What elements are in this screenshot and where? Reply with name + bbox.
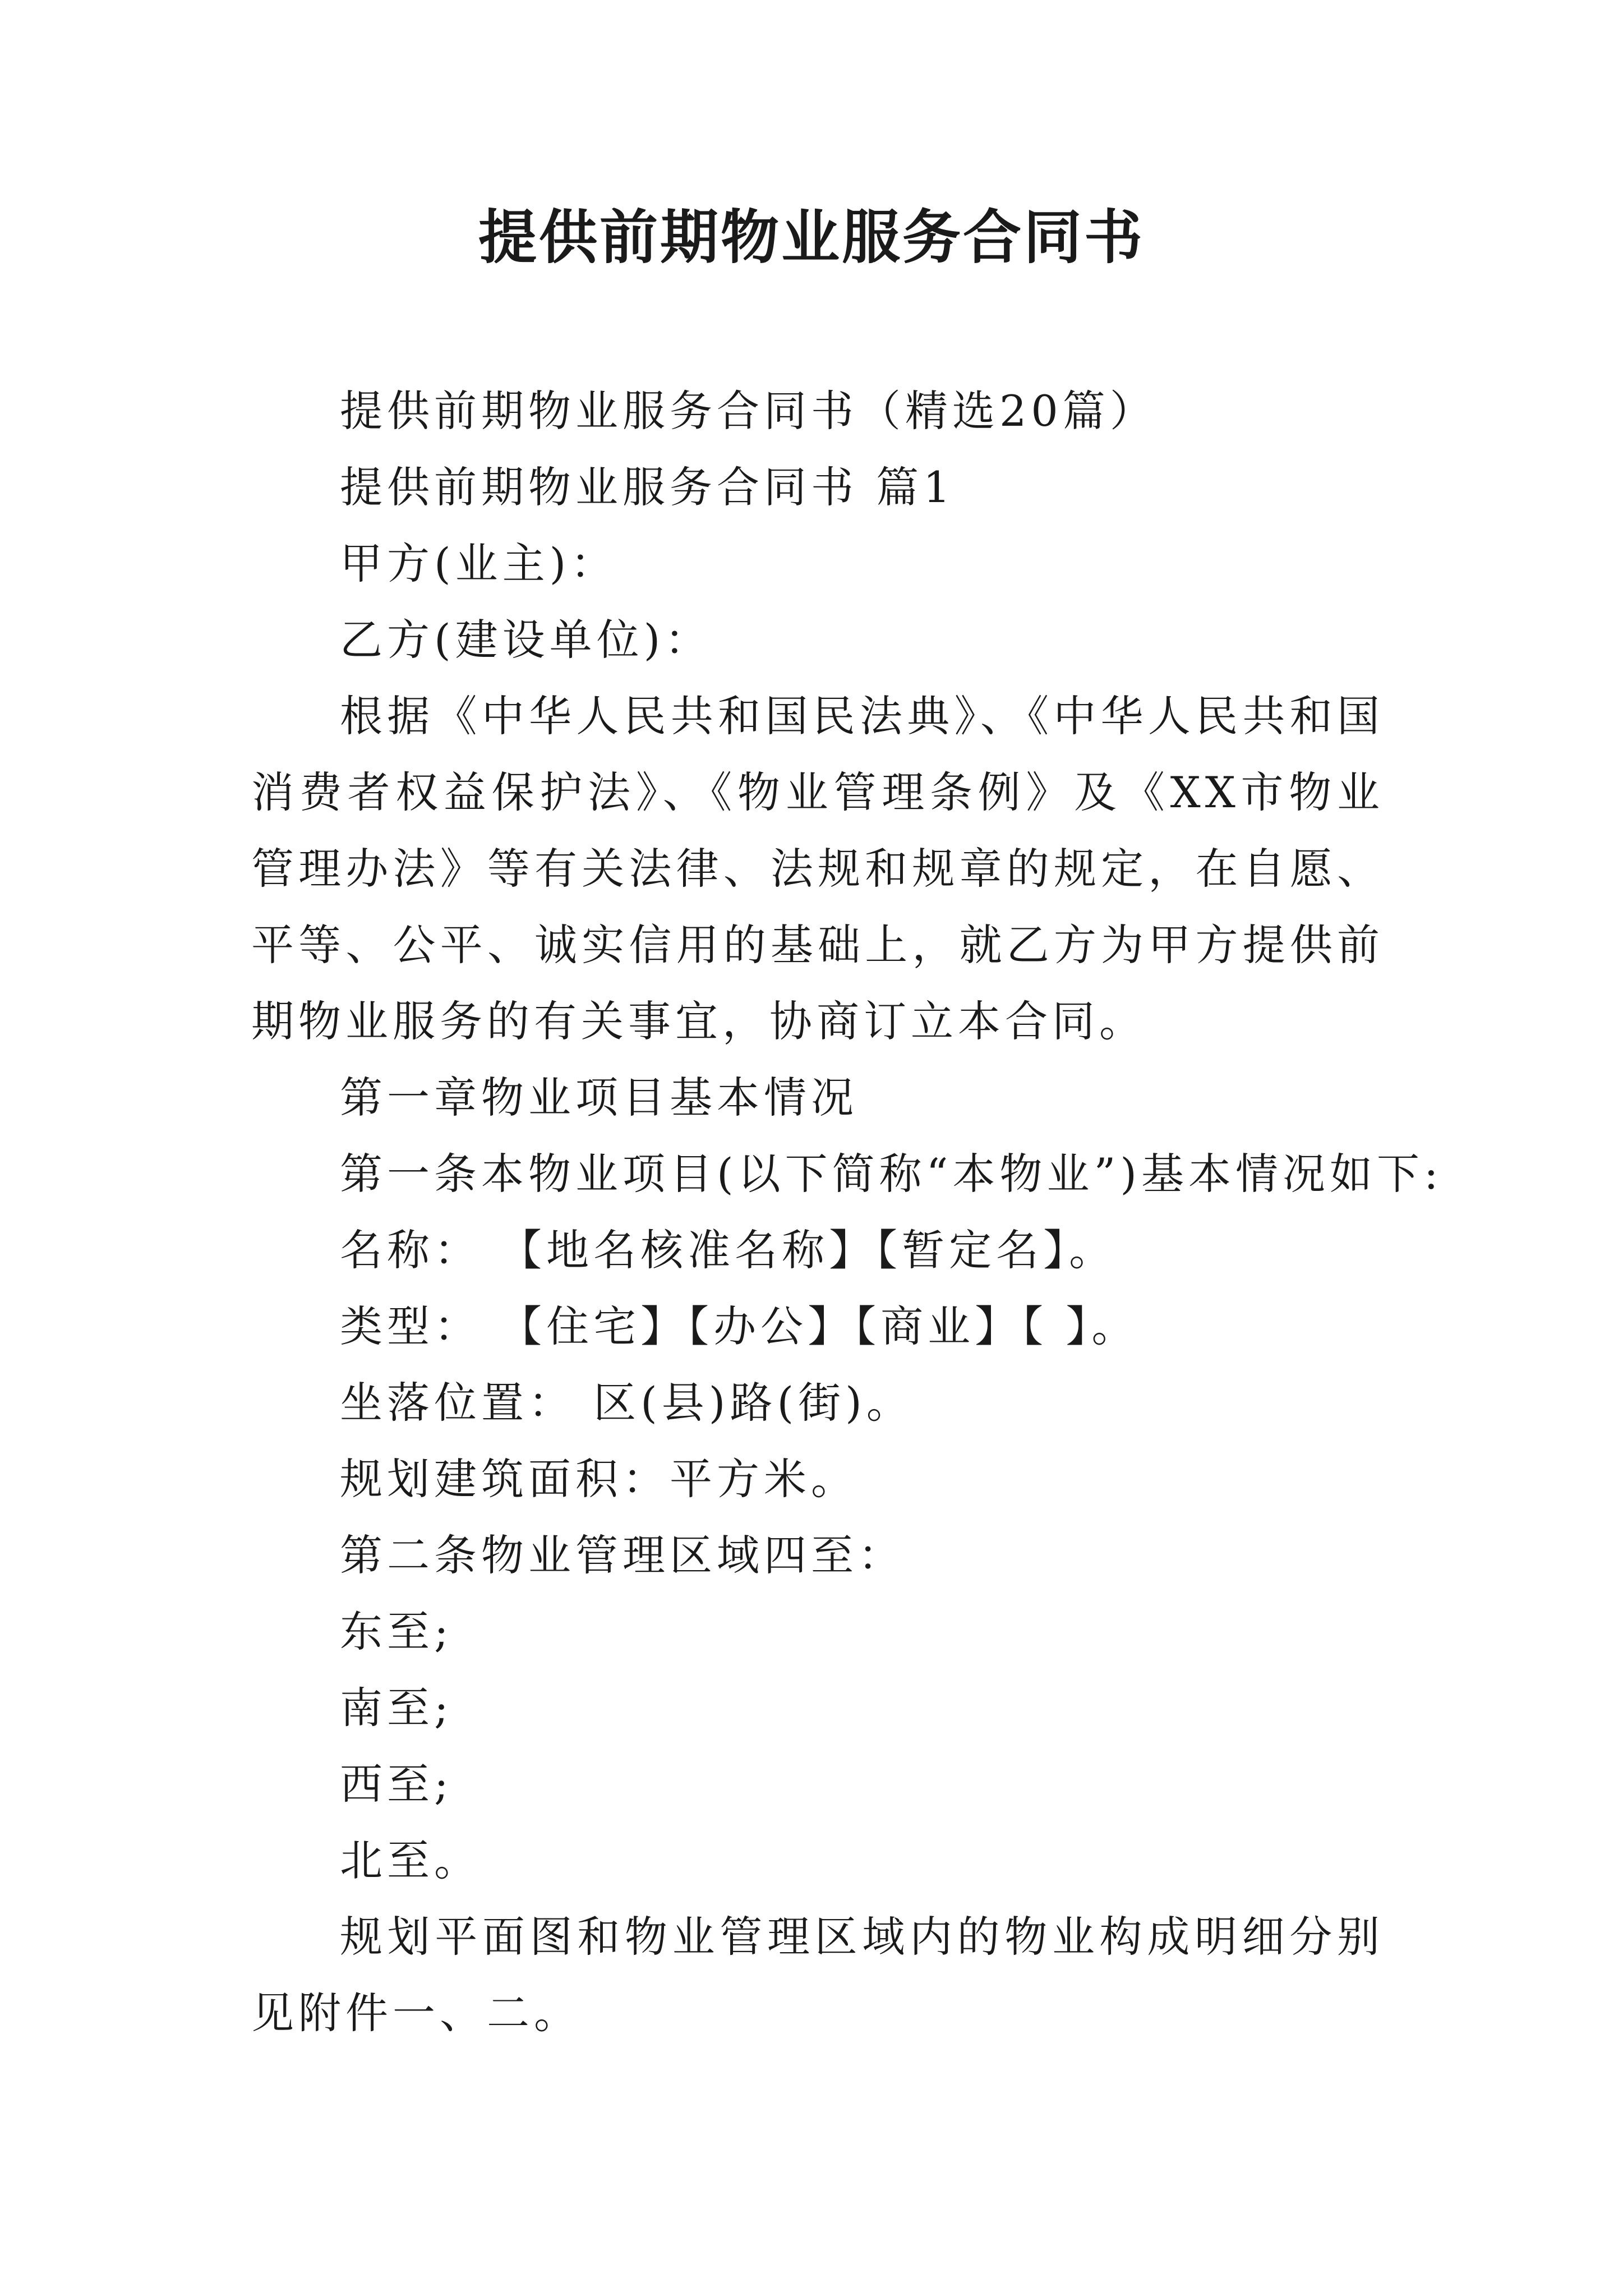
party-a-line: 甲方(业主)：: [340, 539, 618, 588]
area-field-line: 规划建筑面积：平方米。: [340, 1454, 858, 1504]
type-field-line: 类型： 【住宅】【办公】【商业】【 】。: [340, 1301, 1139, 1351]
preamble-paragraph: 根据《中华人民共和国民法典》、《中华人民共和国消费者权益保护法》、《物业管理条例》及《XX市物业管理办法》等有关法律、法规和规章的规定，在自愿、平等、公平、诚实信用的基础上，就乙方为甲方提供前期物业服务的有关事宜，协商订立本合同。: [251, 691, 1384, 1046]
subtitle-paragraph: 提供前期物业服务合同书（精选20篇）: [340, 386, 1157, 436]
north-boundary-line: 北至。: [340, 1835, 481, 1885]
west-boundary-line: 西至;: [340, 1759, 453, 1809]
article-1-paragraph: 第一条本物业项目(以下简称“本物业”)基本情况如下:: [340, 1149, 1443, 1199]
east-boundary-line: 东至;: [340, 1607, 453, 1657]
attachments-paragraph: 规划平面图和物业管理区域内的物业构成明细分别见附件一、二。: [251, 1912, 1384, 2038]
party-b-line: 乙方(建设单位)：: [340, 615, 712, 665]
name-field-line: 名称： 【地名核准名称】【暂定名】。: [340, 1225, 1117, 1275]
chapter-heading: 第一章物业项目基本情况: [340, 1073, 858, 1122]
article-2-paragraph: 第二条物业管理区域四至：: [340, 1530, 905, 1580]
section-heading: 提供前期物业服务合同书 篇1: [340, 462, 955, 512]
south-boundary-line: 南至;: [340, 1683, 453, 1733]
document-body: [251, 373, 1443, 2051]
location-field-line: 坐落位置： 区(县)路(街)。: [340, 1378, 914, 1428]
document-title: 提供前期物业服务合同书: [478, 203, 1145, 272]
